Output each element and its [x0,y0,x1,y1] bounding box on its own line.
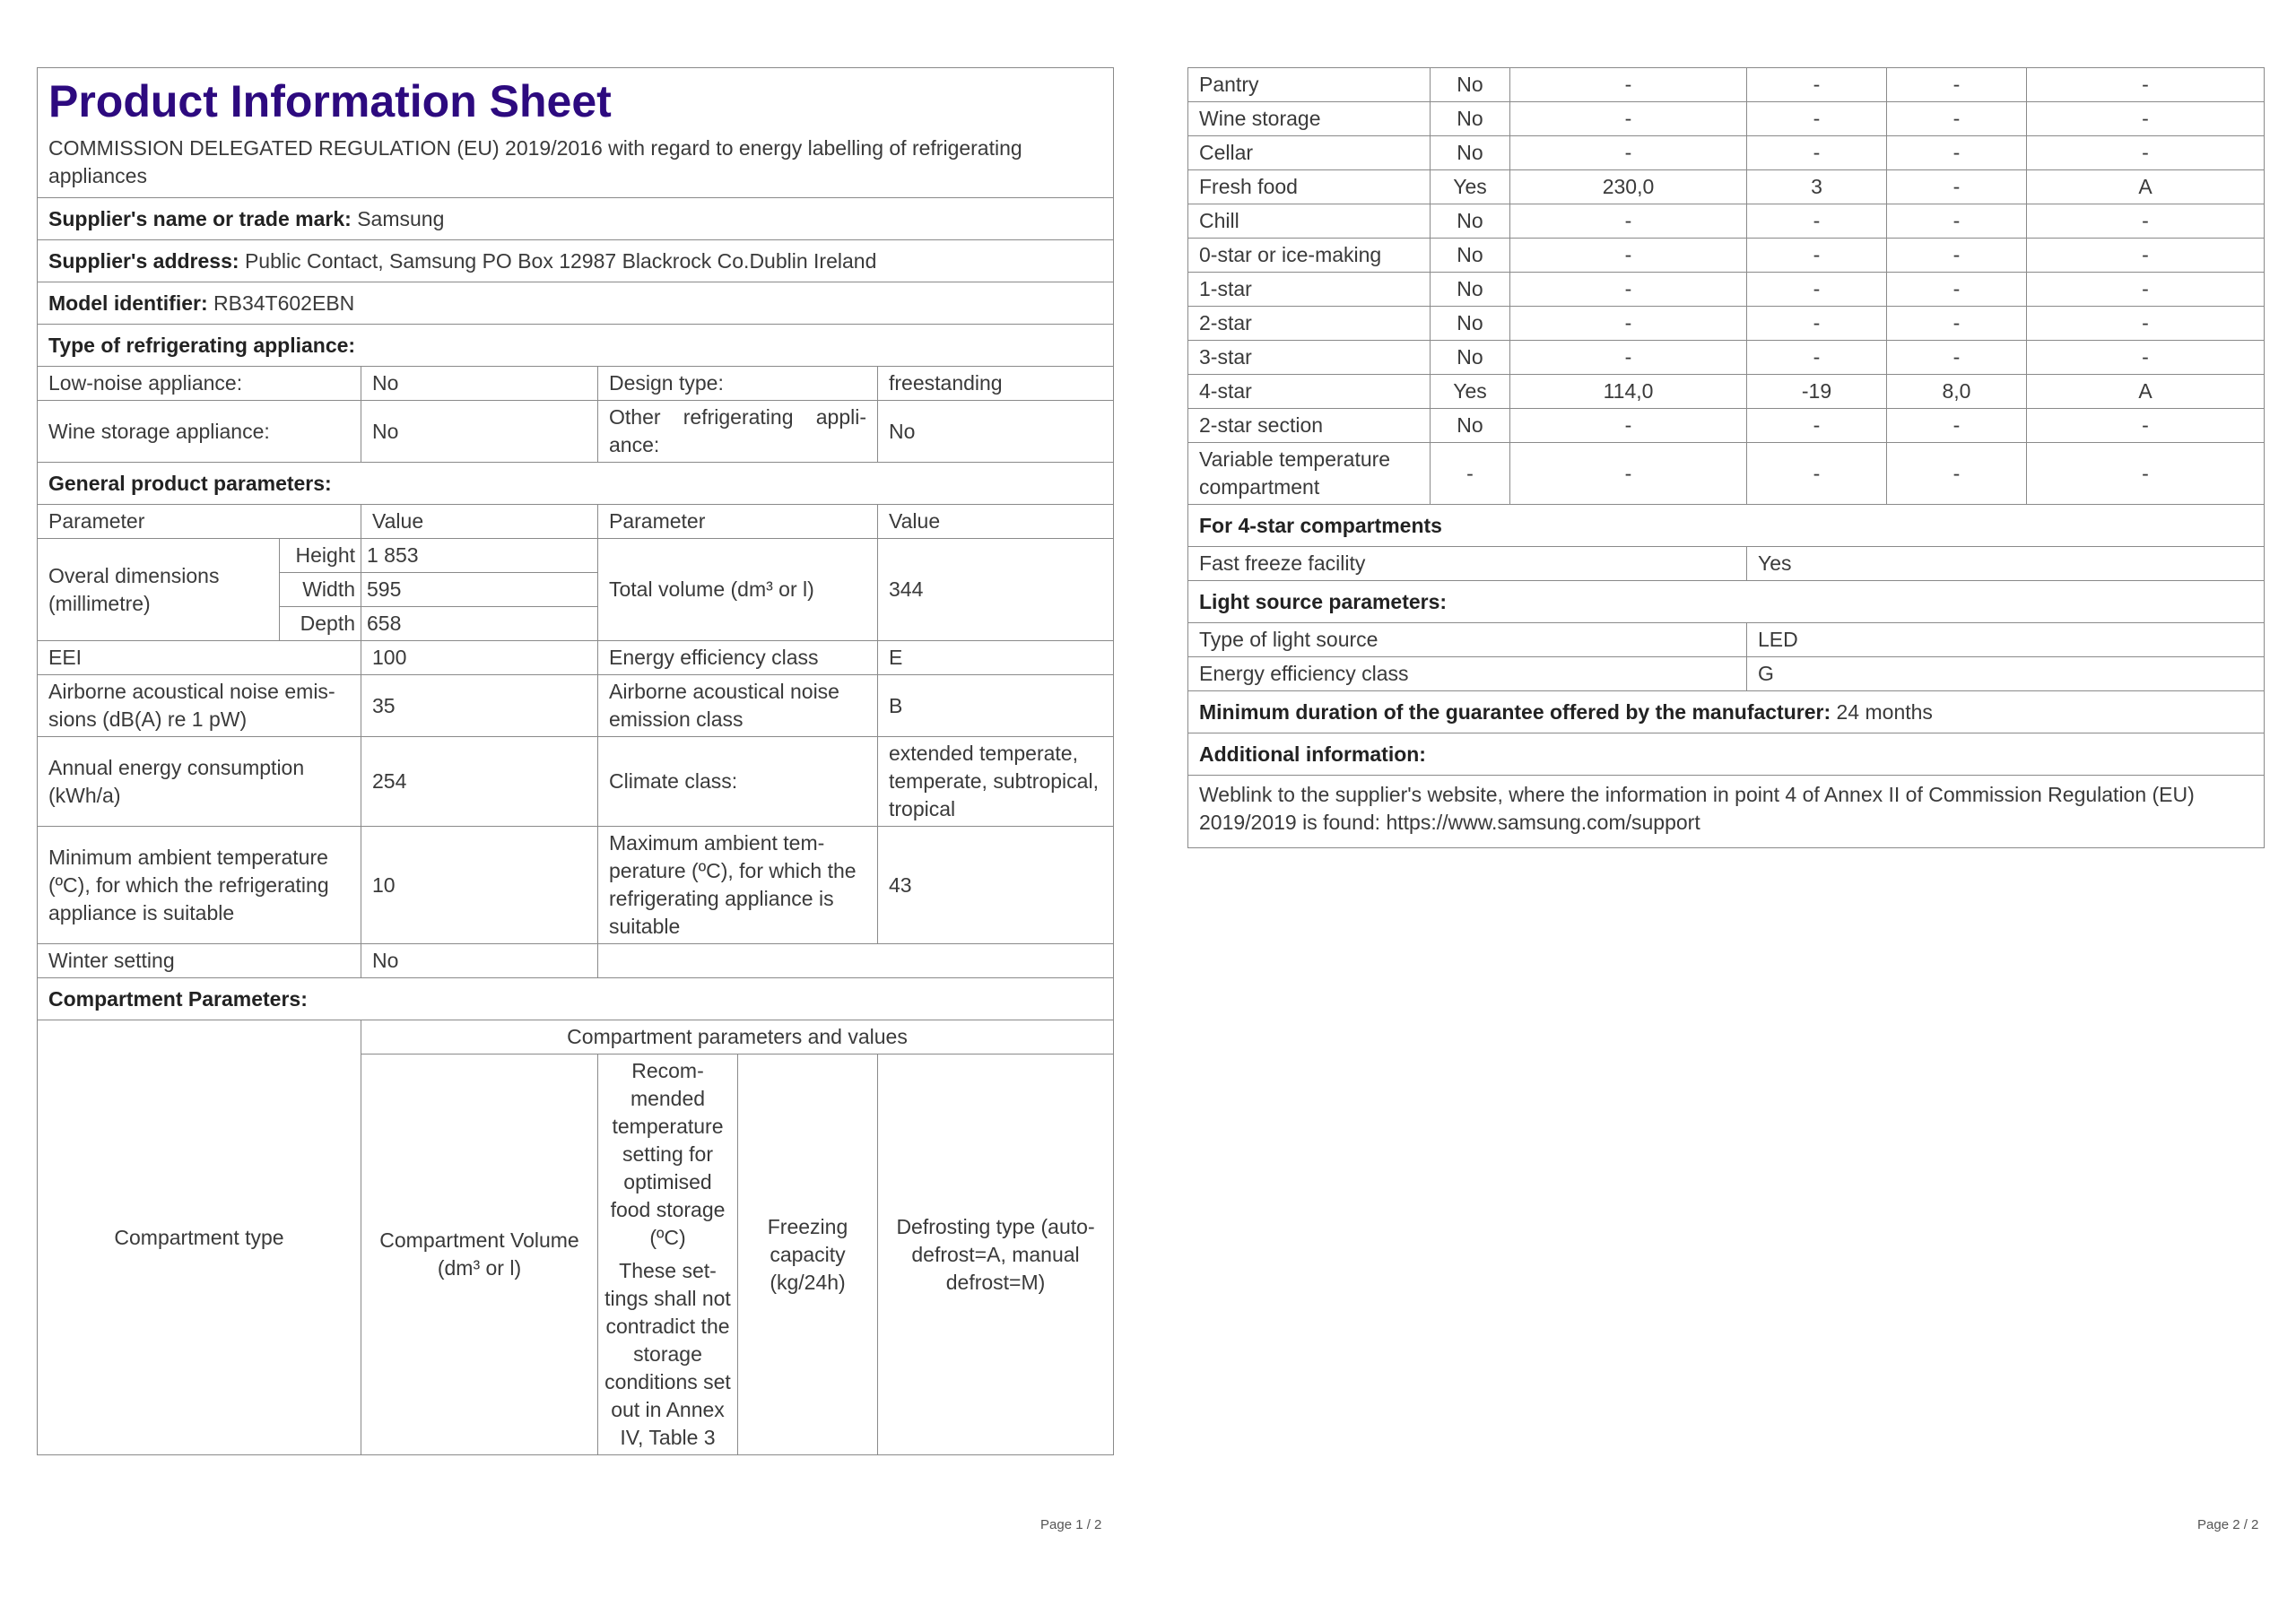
compartment-row [1188,341,2265,375]
compartment-name: 0-star or ice-making [1188,239,1431,273]
winter-row [38,944,1114,978]
param-value: 254 [361,737,598,827]
compartment-volume: 114,0 [1510,375,1747,409]
fast-freeze-label: Fast freeze facility [1188,547,1747,581]
compartment-row [1188,273,2265,307]
compartment-freezing: - [1887,409,2027,443]
compartment-volume: - [1510,204,1747,239]
compartment-temperature: - [1747,341,1887,375]
param-row [38,675,1114,737]
temperature-header-note: These settings shall not contradict the storage conditions set out in Annex IV, Table 3 [604,1259,731,1449]
compartment-name: Pantry [1188,68,1431,102]
compartment-volume: - [1510,239,1747,273]
additional-heading: Additional information: [1188,733,2265,776]
compartment-volume: - [1510,307,1747,341]
param-label: Maximum ambient temperature (ºC), for which the refrigerating appliance is suitable [598,827,878,944]
fast-freeze-row [1188,547,2265,581]
compartment-name: 3-star [1188,341,1431,375]
compartment-present: No [1431,341,1510,375]
compartment-present: Yes [1431,375,1510,409]
compartment-name: 1-star [1188,273,1431,307]
compartment-defrost: - [2027,443,2265,505]
dimension-row [38,539,1114,573]
compartment-volume: - [1510,341,1747,375]
supplier-name: Samsung [357,206,445,230]
light-class-label: Energy efficiency class [1188,657,1747,691]
depth-label: Depth [280,607,361,641]
type-heading-row [38,325,1114,367]
compartment-present: No [1431,68,1510,102]
height-label: Height [280,539,361,573]
supplier-name-label: Supplier's name or trade mark: [48,206,352,230]
compartment-temperature: -19 [1747,375,1887,409]
compartment-defrost: - [2027,68,2265,102]
compartment-temperature: - [1747,409,1887,443]
defrost-header: Defrosting type (auto-defrost=A, manual defrost=M) [878,1055,1114,1455]
volume-header: Compartment Volume (dm³ or l) [361,1055,598,1455]
empty-cell [598,944,1114,978]
compartment-present: No [1431,409,1510,443]
param-label: Airborne acoustical noise emission class [598,675,878,737]
compartment-defrost: - [2027,307,2265,341]
weblink-cell [1188,776,2265,848]
param-value: 35 [361,675,598,737]
compartment-row [1188,170,2265,204]
total-volume-value: 344 [878,539,1114,641]
total-volume-label: Total volume (dm³ or l) [598,539,878,641]
light-class-row [1188,657,2265,691]
header-row [38,68,1114,198]
compartment-name: Fresh food [1188,170,1431,204]
compartment-name: Variable temperature compartment [1188,443,1431,505]
compartment-volume: - [1510,136,1747,170]
compartment-name: Wine storage [1188,102,1431,136]
page-number: Page 1 / 2 [1040,1517,1102,1532]
compartment-freezing: - [1887,68,2027,102]
compartment-defrost: - [2027,341,2265,375]
compartment-name: Chill [1188,204,1431,239]
compartment-temperature: - [1747,273,1887,307]
type-value-1: No [361,367,598,401]
compartment-name: 2-star [1188,307,1431,341]
type-row [38,401,1114,463]
compartment-heading: Compartment Parameters: [38,978,1114,1020]
model-label: Model identifier: [48,291,208,315]
compartment-volume: - [1510,409,1747,443]
param-value: B [878,675,1114,737]
four-star-heading-row [1188,505,2265,547]
width-value: 595 [361,573,598,607]
depth-value: 658 [361,607,598,641]
supplier-name-cell [38,198,1114,240]
type-row [38,367,1114,401]
compartment-freezing: - [1887,170,2027,204]
additional-heading-row [1188,733,2265,776]
param-row [38,641,1114,675]
compartment-freezing: - [1887,136,2027,170]
light-heading: Light source parameters: [1188,581,2265,623]
compartment-freezing: - [1887,204,2027,239]
compartment-row [1188,409,2265,443]
compartment-row [1188,375,2265,409]
compartment-temperature: - [1747,307,1887,341]
compartment-row [1188,443,2265,505]
weblink-text: Weblink to the supplier's website, where the information in point 4 of Annex II of Commission Regulation (EU) 2019/2019 is found: [1199,783,2195,834]
supplier-name-row [38,198,1114,240]
model-row [38,282,1114,325]
light-class-value: G [1747,657,2265,691]
compartment-present: No [1431,273,1510,307]
param-value: 43 [878,827,1114,944]
compartment-present: No [1431,204,1510,239]
param-label: Energy efficiency class [598,641,878,675]
compartment-present: No [1431,239,1510,273]
temperature-header-main: Recommended temperature setting for optimised food storage (ºC) [610,1059,726,1249]
param-value: extended temperate, temperate, subtropical, tropical [878,737,1114,827]
compartment-freezing: - [1887,443,2027,505]
type-label-1: Wine storage appliance: [38,401,361,463]
compartment-row [1188,102,2265,136]
compartment-temperature: - [1747,239,1887,273]
supplier-address-row [38,240,1114,282]
compartment-defrost: A [2027,170,2265,204]
compartment-defrost: - [2027,204,2265,239]
compartment-temperature: - [1747,204,1887,239]
compartment-freezing: - [1887,102,2027,136]
param-label: Annual energy consumption (kWh/a) [38,737,361,827]
compartment-defrost: - [2027,102,2265,136]
general-heading: General product parameters: [38,463,1114,505]
compartment-freezing: - [1887,239,2027,273]
regulation-subtitle: COMMISSION DELEGATED REGULATION (EU) 2019/2016 with regard to energy labelling of refrigerating appliances [48,136,1022,187]
fast-freeze-value: Yes [1747,547,2265,581]
guarantee-label: Minimum duration of the guarantee offered by the manufacturer: [1199,699,1831,724]
param-value: E [878,641,1114,675]
value-header: Value [878,505,1114,539]
weblink-row [1188,776,2265,848]
light-type-value: LED [1747,623,2265,657]
compartment-row [1188,136,2265,170]
compartment-name: 4-star [1188,375,1431,409]
height-value: 1 853 [361,539,598,573]
param-header: Parameter [598,505,878,539]
compartment-present: - [1431,443,1510,505]
param-label: Minimum ambient temperature (ºC), for which the refrigerating appliance is suitable [38,827,361,944]
compartment-present: No [1431,307,1510,341]
compartment-table [1187,67,2265,848]
compartment-heading-row [38,978,1114,1020]
compartment-temperature: - [1747,68,1887,102]
type-value-2: No [878,401,1114,463]
temperature-header [598,1055,738,1455]
compartment-volume: - [1510,102,1747,136]
param-label: Climate class: [598,737,878,827]
freezing-header: Freezing capacity (kg/24h) [738,1055,878,1455]
model-identifier: RB34T602EBN [213,291,355,315]
compartment-present: No [1431,102,1510,136]
winter-label: Winter setting [38,944,361,978]
compartment-freezing: - [1887,341,2027,375]
product-info-table [37,67,1114,1455]
compartment-row [1188,239,2265,273]
compartment-defrost: - [2027,409,2265,443]
compartment-temperature: 3 [1747,170,1887,204]
compartment-freezing: 8,0 [1887,375,2027,409]
compartment-group-row [38,1020,1114,1055]
type-label-2: Design type: [598,367,878,401]
param-header-row [38,505,1114,539]
page-title: Product Information Sheet [48,76,612,126]
type-value-1: No [361,401,598,463]
compartment-present: No [1431,136,1510,170]
compartment-type-header: Compartment type [38,1020,361,1455]
param-value: 100 [361,641,598,675]
type-label-1: Low-noise appliance: [38,367,361,401]
width-label: Width [280,573,361,607]
supplier-address-label: Supplier's address: [48,248,239,273]
compartment-temperature: - [1747,443,1887,505]
compartment-row [1188,68,2265,102]
four-star-heading: For 4-star compartments [1188,505,2265,547]
value-header: Value [361,505,598,539]
guarantee-cell [1188,691,2265,733]
supplier-address: Public Contact, Samsung PO Box 12987 Blackrock Co.Dublin Ireland [244,248,877,273]
header-cell [38,68,1114,198]
compartment-name: 2-star section [1188,409,1431,443]
compartment-volume: 230,0 [1510,170,1747,204]
light-type-row [1188,623,2265,657]
param-label: Airborne acoustical noise emissions (dB(A) re 1 pW) [38,675,361,737]
general-heading-row [38,463,1114,505]
winter-value: No [361,944,598,978]
type-label-2: Other refrigerating appliance: [598,401,878,463]
compartment-defrost: A [2027,375,2265,409]
compartment-rows [1188,68,2265,505]
compartment-volume: - [1510,273,1747,307]
page-2 [1148,0,2296,1623]
compartment-group-header: Compartment parameters and values [361,1020,1114,1055]
light-heading-row [1188,581,2265,623]
dimensions-label: Overal dimensions (millimetre) [38,539,280,641]
param-row [38,737,1114,827]
guarantee-row [1188,691,2265,733]
compartment-freezing: - [1887,273,2027,307]
compartment-volume: - [1510,443,1747,505]
page-number: Page 2 / 2 [2197,1517,2259,1532]
compartment-volume: - [1510,68,1747,102]
param-header: Parameter [38,505,361,539]
type-value-2: freestanding [878,367,1114,401]
compartment-temperature: - [1747,136,1887,170]
param-row [38,827,1114,944]
compartment-row [1188,204,2265,239]
model-cell [38,282,1114,325]
param-label: EEI [38,641,361,675]
param-value: 10 [361,827,598,944]
compartment-freezing: - [1887,307,2027,341]
supplier-address-cell [38,240,1114,282]
compartment-row [1188,307,2265,341]
guarantee-value: 24 months [1836,699,1933,724]
compartment-name: Cellar [1188,136,1431,170]
compartment-present: Yes [1431,170,1510,204]
compartment-defrost: - [2027,136,2265,170]
light-type-label: Type of light source [1188,623,1747,657]
compartment-temperature: - [1747,102,1887,136]
compartment-defrost: - [2027,273,2265,307]
weblink-url[interactable]: https://www.samsung.com/support [1386,811,1700,834]
type-heading: Type of refrigerating appliance: [38,325,1114,367]
compartment-defrost: - [2027,239,2265,273]
